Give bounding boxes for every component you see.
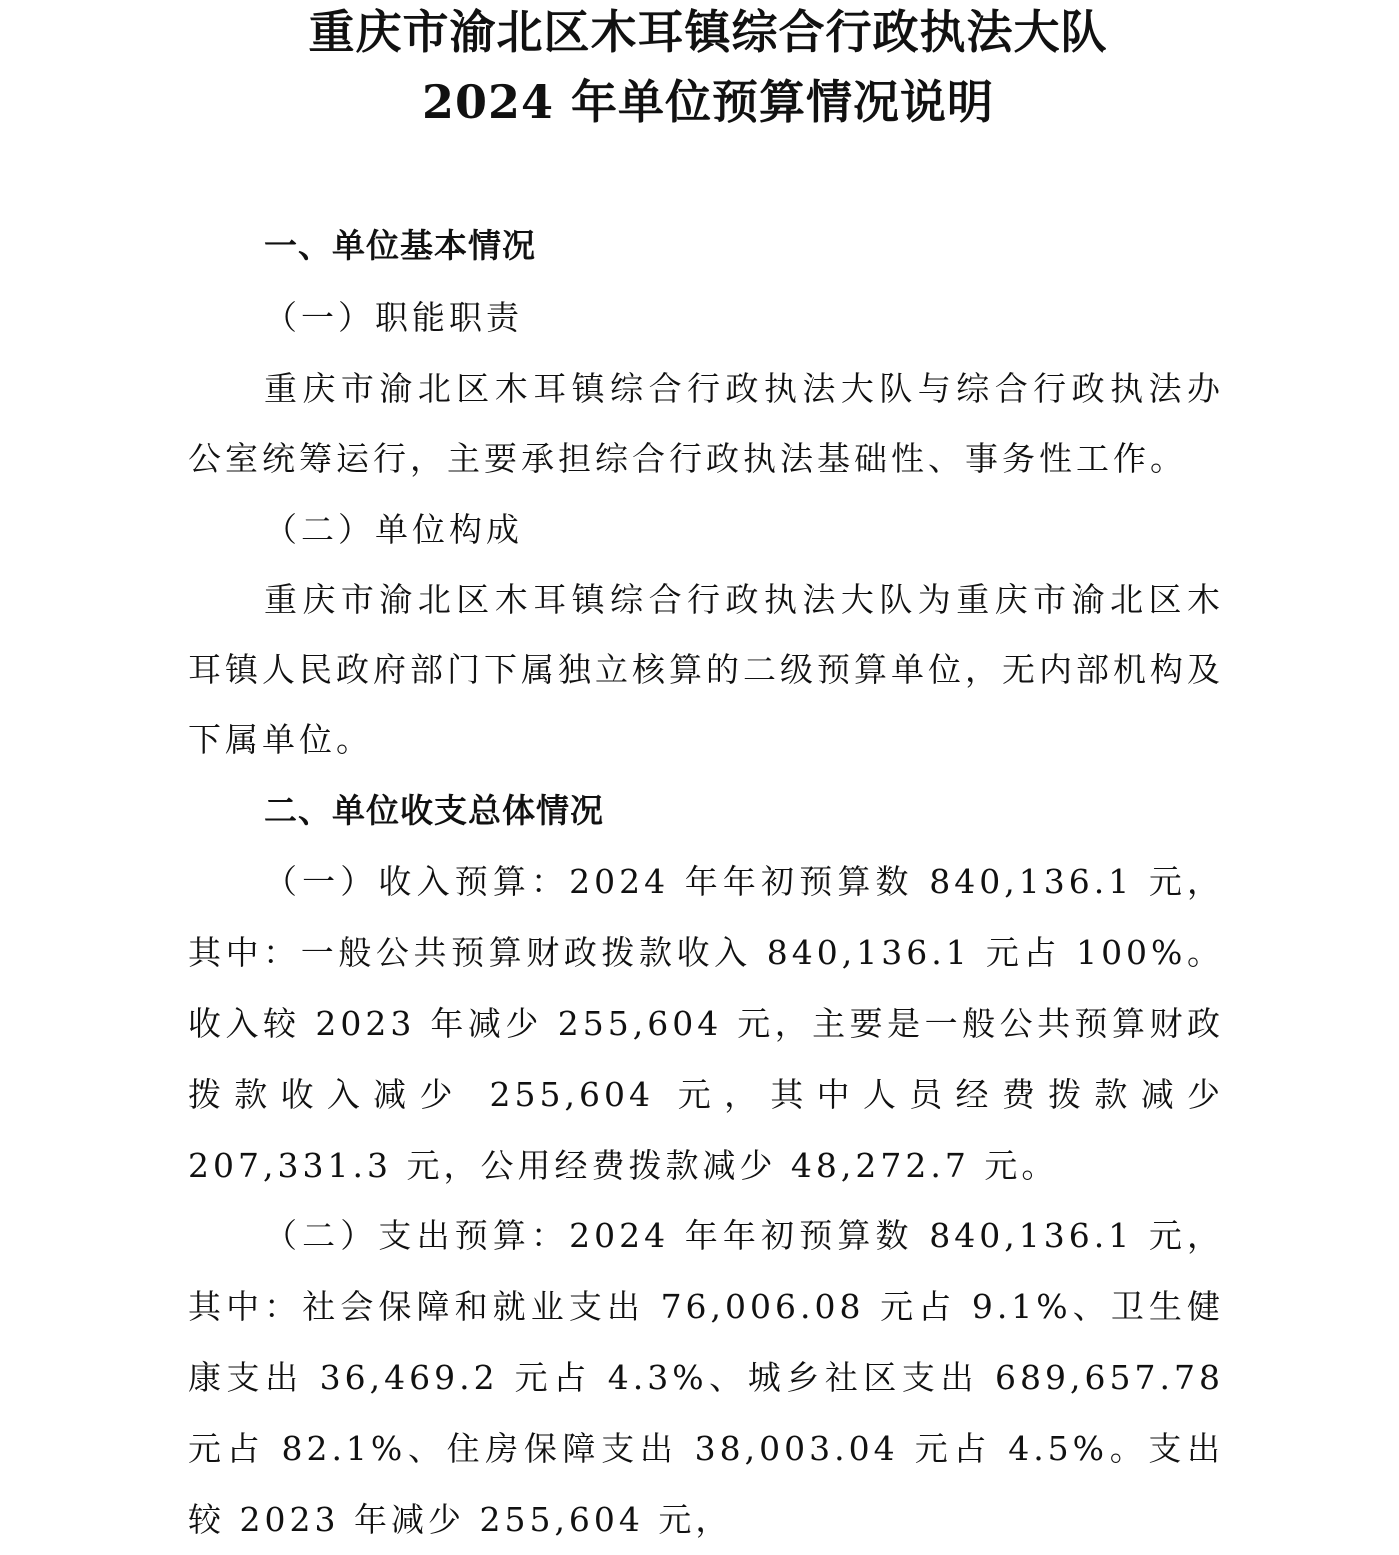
document-title-line-1: 重庆市渝北区木耳镇综合行政执法大队	[308, 5, 1108, 59]
paragraph-composition: 重庆市渝北区木耳镇综合行政执法大队为重庆市渝北区木耳镇人民政府部门下属独立核算的二级预算单位，无内部机构及下属单位。	[188, 580, 1224, 759]
document-title-line-2: 2024 年单位预算情况说明	[421, 75, 995, 129]
subsection-heading-composition: （二）单位构成	[264, 510, 523, 549]
subsection-heading-functions: （一）职能职责	[264, 298, 523, 337]
paragraph-functions: 重庆市渝北区木耳镇综合行政执法大队与综合行政执法办公室统筹运行，主要承担综合行政执法基础性、事务性工作。	[188, 369, 1224, 478]
section-heading-income-expenditure: 二、单位收支总体情况	[264, 791, 604, 830]
paragraph-expenditure-budget: （二）支出预算：2024 年年初预算数 840,136.1 元，其中：社会保障和就业支出 76,006.08 元占 9.1%、卫生健康支出 36,469.2 元占 4.3%、城乡社区支出 689,657.78 元占 82.1%、住房保障支出 38,003.04 元占 4.5%。支出较 2023 年减少 255,604 元，	[188, 1216, 1224, 1539]
paragraph-income-budget: （一）收入预算：2024 年年初预算数 840,136.1 元，其中：一般公共预算财政拨款收入 840,136.1 元占 100%。收入较 2023 年减少 255,604 元，主要是一般公共预算财政拨款收入减少 255,604 元，其中人员经费拨款减少 207,331.3 元，公用经费拨款减少 48,272.7 元。	[188, 862, 1224, 1185]
section-heading-basic-info: 一、单位基本情况	[264, 226, 536, 265]
